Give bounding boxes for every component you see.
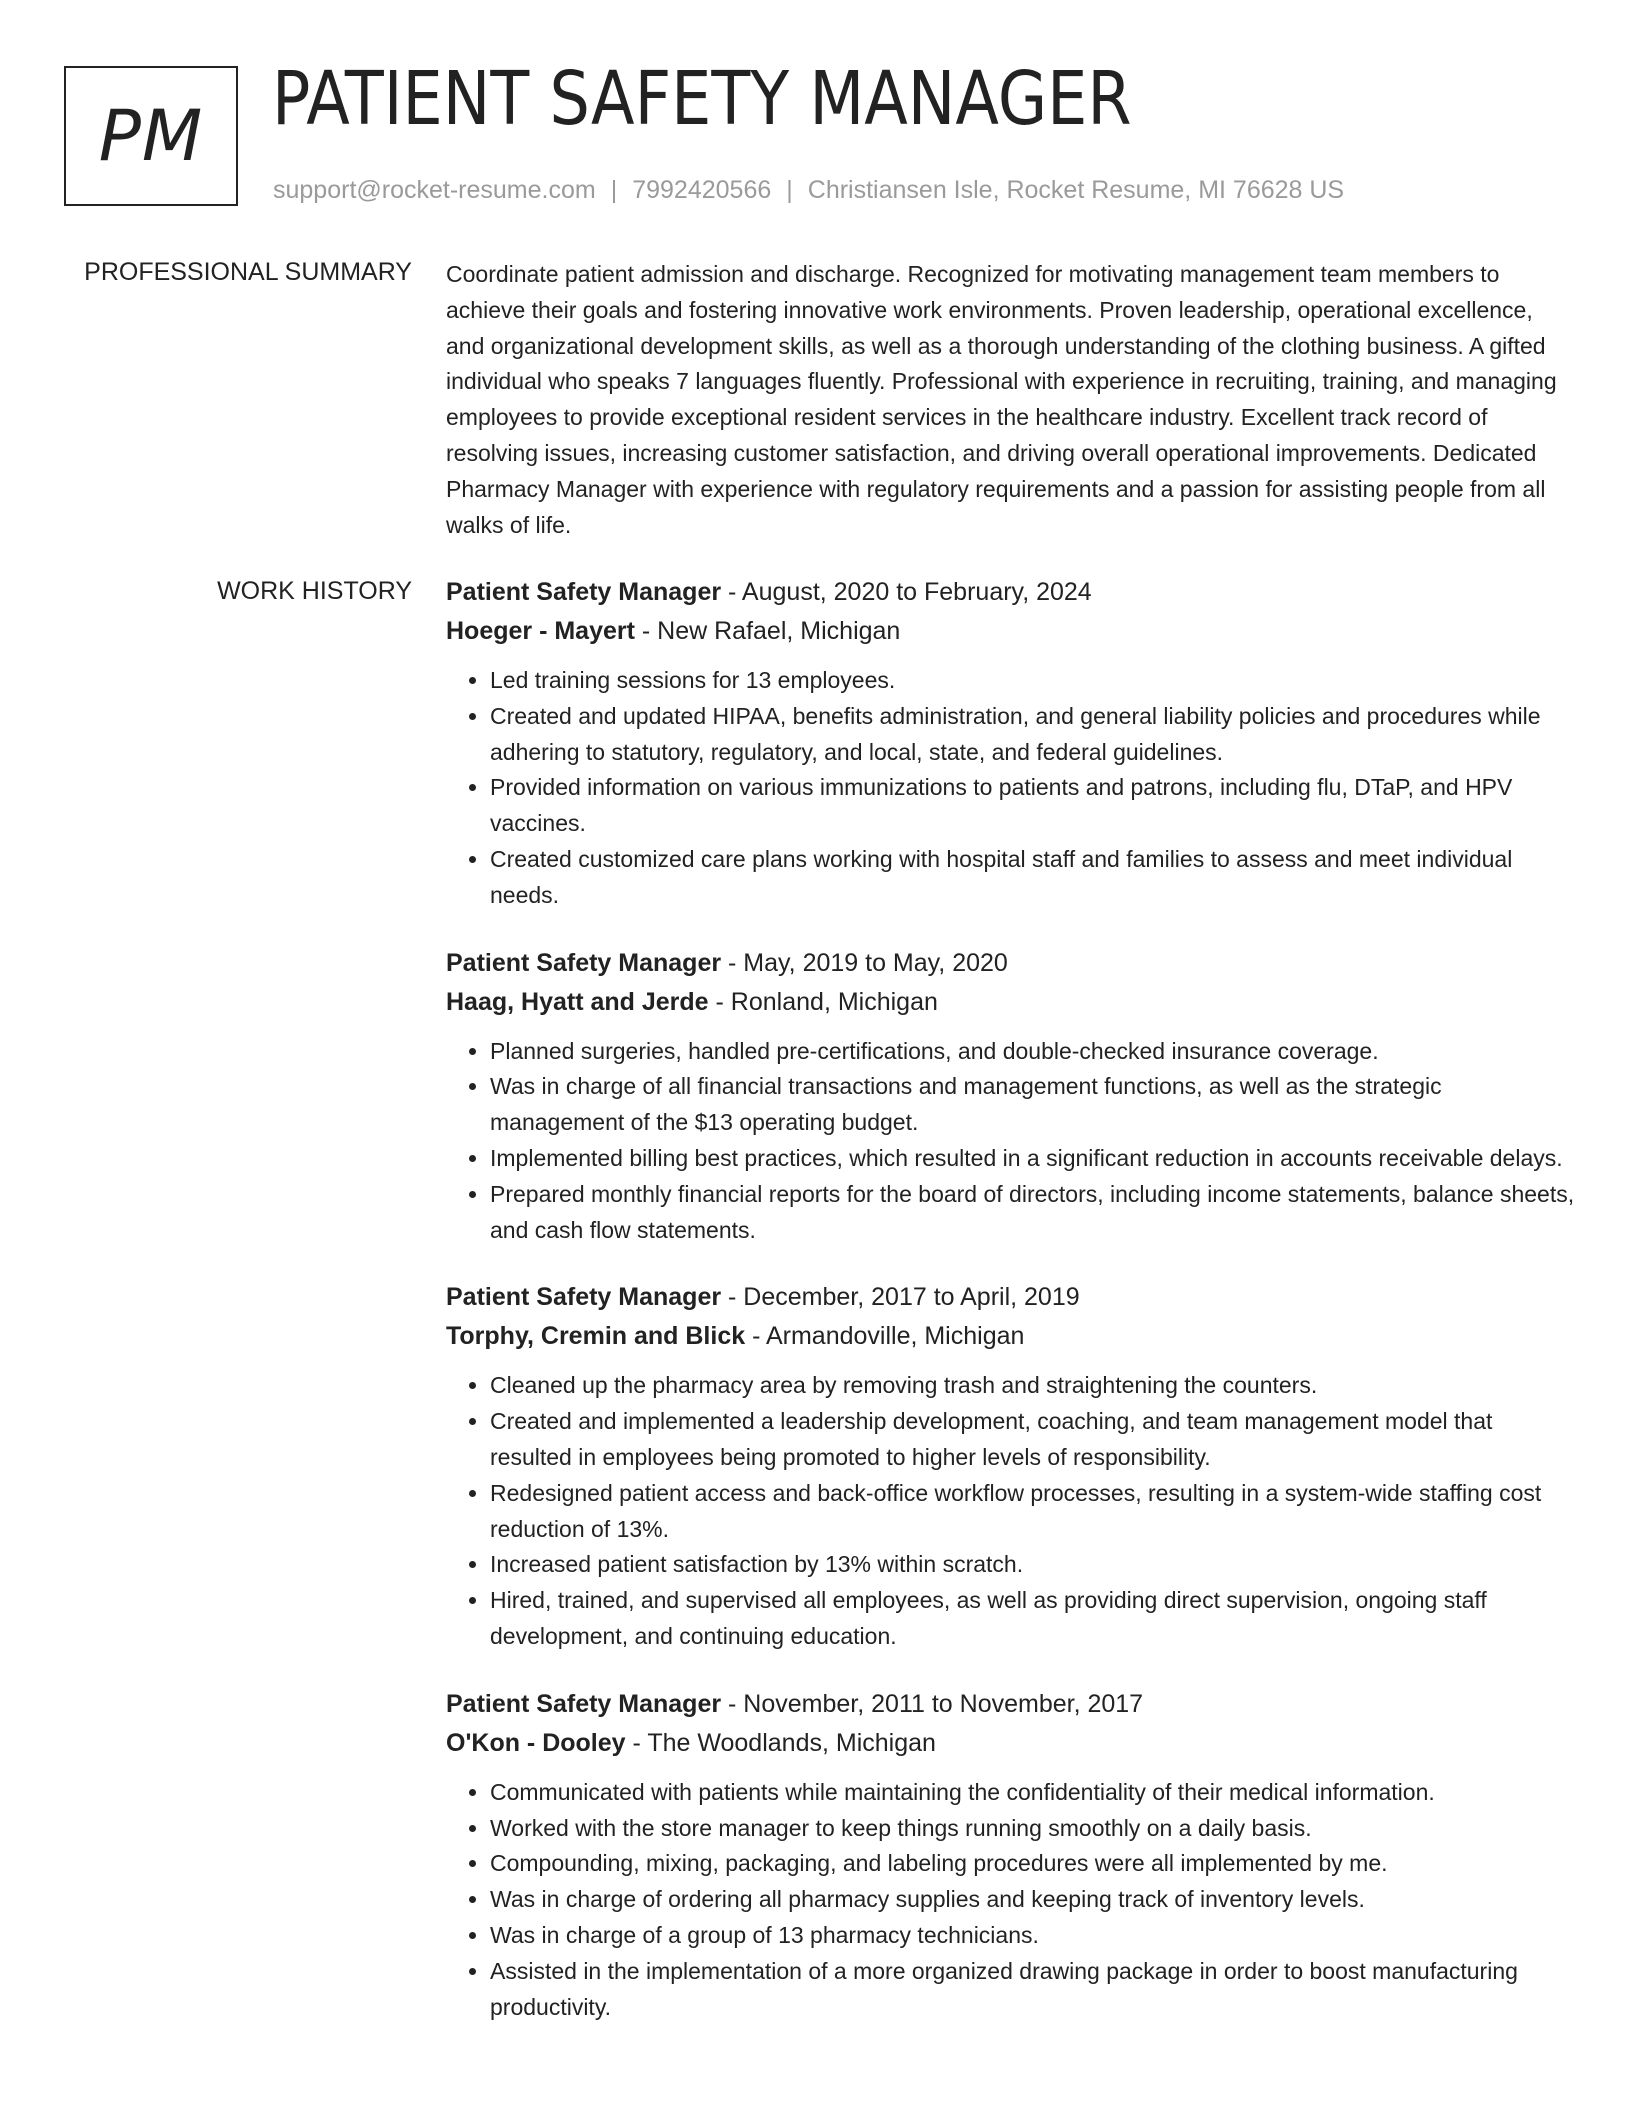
job-location: - Ronland, Michigan xyxy=(708,987,938,1016)
job-bullet: • Compounding, mixing, packaging, and labeling procedures were all implemented by me. xyxy=(490,1846,1576,1882)
job-bullet: • Communicated with patients while maintaining the confidentiality of their medical information. xyxy=(490,1775,1576,1811)
contact-separator: | xyxy=(786,176,793,204)
monogram-box xyxy=(64,66,238,206)
job-bullet: • Created and updated HIPAA, benefits administration, and general liability policies and procedures while adhering to statutory, regulatory, and local, state, and federal guidelines. xyxy=(490,699,1576,771)
job-location: - Armandoville, Michigan xyxy=(745,1322,1025,1351)
job-bullet: • Assisted in the implementation of a more organized drawing package in order to boost manufacturing productivity. xyxy=(490,1954,1576,2026)
job-bullet: • Worked with the store manager to keep things running smoothly on a daily basis. xyxy=(490,1811,1576,1847)
job-dates: - December, 2017 to April, 2019 xyxy=(721,1283,1080,1312)
job-title-line xyxy=(446,944,1576,983)
contact-phone: 7992420566 xyxy=(632,176,772,204)
job-dates: - May, 2019 to May, 2020 xyxy=(721,948,1008,977)
job-bullet: • Created and implemented a leadership development, coaching, and team management model that resulted in employees being promoted to higher levels of responsibility. xyxy=(490,1404,1576,1476)
job-title-line xyxy=(446,573,1576,612)
job-bullet-list xyxy=(446,1034,1576,1249)
job-bullet: • Was in charge of a group of 13 pharmacy technicians. xyxy=(490,1918,1576,1954)
contact-separator: | xyxy=(610,176,618,204)
job-title: Patient Safety Manager xyxy=(446,578,722,606)
job-bullet: • Was in charge of ordering all pharmacy supplies and keeping track of inventory levels. xyxy=(490,1882,1576,1918)
job-location: - The Woodlands, Michigan xyxy=(625,1728,936,1757)
job-company-line xyxy=(446,612,1576,651)
work-history-section xyxy=(446,573,1576,2055)
job-bullet: • Was in charge of all financial transactions and management functions, as well as the strategic management of the $13 operating budget. xyxy=(490,1069,1576,1141)
contact-address: Christiansen Isle, Rocket Resume, MI 76628 US xyxy=(807,176,1345,204)
job-entry xyxy=(446,1685,1576,2026)
job-title-line xyxy=(446,1685,1576,1724)
work-history-section-label: WORK HISTORY xyxy=(217,577,412,605)
job-entry xyxy=(446,944,1576,1249)
job-entry xyxy=(446,1278,1576,1654)
job-bullet: • Provided information on various immunizations to patients and patrons, including flu, DTaP, and HPV vaccines. xyxy=(490,770,1576,842)
job-company: Torphy, Cremin and Blick xyxy=(446,1322,746,1351)
job-bullet: • Prepared monthly financial reports for the board of directors, including income statements, balance sheets, and cash flow statements. xyxy=(490,1177,1576,1249)
job-bullet-list xyxy=(446,1368,1576,1654)
job-title: Patient Safety Manager xyxy=(446,1283,722,1312)
job-bullet: • Increased patient satisfaction by 13% within scratch. xyxy=(490,1547,1576,1583)
summary-section xyxy=(446,257,1576,543)
job-bullet: • Implemented billing best practices, which resulted in a significant reduction in accounts receivable delays. xyxy=(490,1141,1576,1177)
resume-title: PATIENT SAFETY MANAGER xyxy=(272,56,1132,142)
job-dates: - August, 2020 to February, 2024 xyxy=(721,578,1092,606)
job-company: Hoeger - Mayert xyxy=(446,617,635,645)
contact-line xyxy=(273,176,1344,205)
job-entry xyxy=(446,573,1576,914)
job-title: Patient Safety Manager xyxy=(446,1689,722,1718)
job-bullet: • Hired, trained, and supervised all employees, as well as providing direct supervision, ongoing staff development, and continuing education. xyxy=(490,1583,1576,1655)
job-company: Haag, Hyatt and Jerde xyxy=(446,987,709,1016)
job-bullet-list xyxy=(446,1775,1576,2026)
job-company: O'Kon - Dooley xyxy=(446,1728,626,1757)
job-bullet: • Redesigned patient access and back-office workflow processes, resulting in a system-wide staffing cost reduction of 13%. xyxy=(490,1476,1576,1548)
job-bullet-list xyxy=(446,663,1576,914)
job-location: - New Rafael, Michigan xyxy=(634,617,901,645)
job-company-line xyxy=(446,1724,1576,1763)
job-bullet: • Created customized care plans working with hospital staff and families to assess and meet individual needs. xyxy=(490,842,1576,914)
summary-section-label: PROFESSIONAL SUMMARY xyxy=(84,258,412,286)
job-title-line xyxy=(446,1278,1576,1317)
job-bullet: • Cleaned up the pharmacy area by removing trash and straightening the counters. xyxy=(490,1368,1576,1404)
monogram-initials: PM xyxy=(98,95,204,177)
job-bullet: • Planned surgeries, handled pre-certifications, and double-checked insurance coverage. xyxy=(490,1034,1576,1070)
job-bullet: • Led training sessions for 13 employees. xyxy=(490,663,1576,699)
job-company-line xyxy=(446,1317,1576,1356)
contact-email: support@rocket-resume.com xyxy=(273,176,596,204)
summary-text: Coordinate patient admission and discharge. Recognized for motivating management team members to achieve their goals and fostering innovative work environments. Proven leadership, operational excellence, and organizational development skills, as well as a thorough understanding of the clothing business. A gifted individual who speaks 7 languages fluently. Professional with experience in recruiting, training, and managing employees to provide exceptional resident services in the healthcare industry. Excellent track record of resolving issues, increasing customer satisfaction, and driving overall operational improvements. Dedicated Pharmacy Manager with experience with regulatory requirements and a passion for assisting people from all walks of life. xyxy=(446,261,1557,538)
job-title: Patient Safety Manager xyxy=(446,948,722,977)
job-company-line xyxy=(446,983,1576,1022)
job-dates: - November, 2011 to November, 2017 xyxy=(721,1689,1144,1718)
